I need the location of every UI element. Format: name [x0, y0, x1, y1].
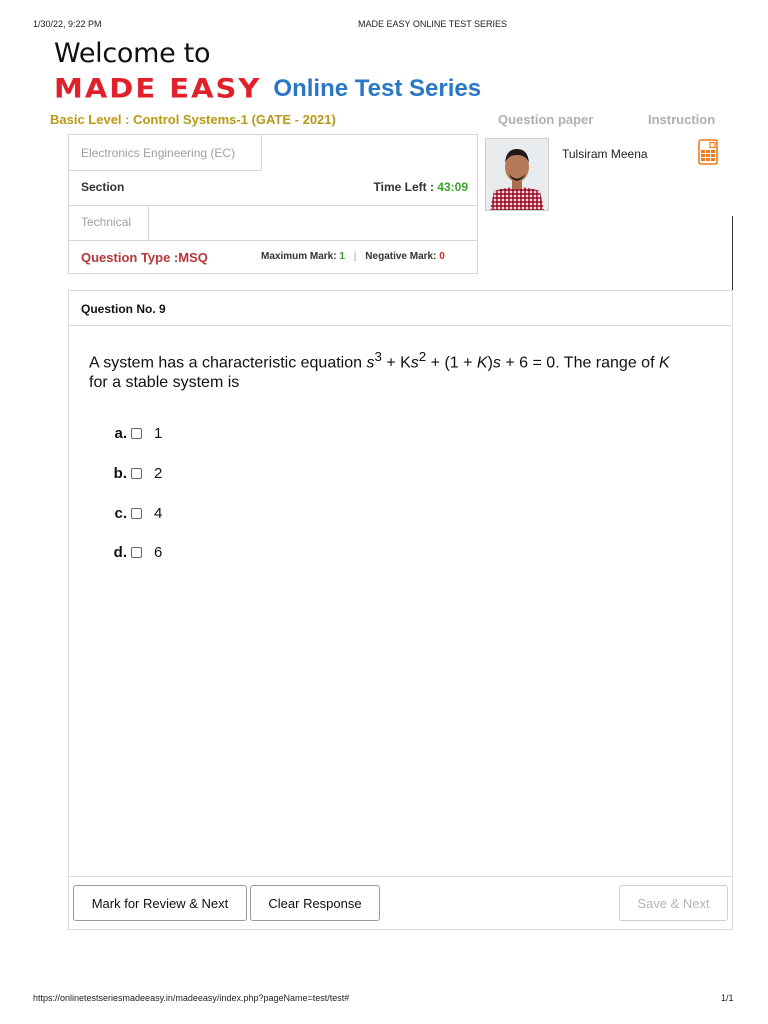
clear-response-button[interactable]: Clear Response: [250, 885, 380, 921]
question-text-prefix: A system has a characteristic equation: [89, 354, 367, 372]
eq-var: s: [492, 354, 501, 372]
option-a[interactable]: [111, 425, 162, 442]
eq-var: s: [410, 354, 419, 372]
eq-part: ): [487, 354, 493, 372]
save-next-button[interactable]: Save & Next: [619, 885, 728, 921]
option-value: 4: [154, 505, 163, 522]
option-d[interactable]: [111, 544, 162, 561]
question-text: [89, 347, 719, 393]
question-header: [69, 291, 732, 326]
question-type: Question Type :MSQ: [81, 250, 208, 265]
option-value: 1: [154, 425, 163, 442]
test-info-panel: [68, 134, 478, 274]
instruction-link[interactable]: Instruction: [648, 112, 716, 127]
eq-exp: 3: [374, 349, 382, 364]
question-panel: [68, 290, 733, 930]
eq-part: + 6 = 0. The range of: [500, 354, 659, 372]
section-label: Section: [81, 180, 125, 194]
brand-name: MADE EASY: [54, 72, 262, 104]
mark-review-next-button[interactable]: Mark for Review & Next: [73, 885, 247, 921]
question-text-line2: for a stable system is: [89, 374, 240, 392]
eq-var: K: [476, 354, 488, 372]
subject-tab[interactable]: Electronics Engineering (EC): [81, 146, 236, 160]
print-title: MADE EASY ONLINE TEST SERIES: [358, 19, 508, 29]
candidate-photo: [485, 138, 549, 211]
print-page-number: 1/1: [721, 993, 734, 1003]
eq-var: s: [366, 354, 375, 372]
time-left-value: 43:09: [437, 180, 468, 194]
option-c[interactable]: [111, 505, 162, 522]
option-letter: d.: [113, 544, 127, 561]
option-checkbox[interactable]: [131, 547, 142, 558]
option-letter: b.: [113, 465, 127, 482]
question-paper-link[interactable]: Question paper: [498, 112, 594, 127]
option-b[interactable]: [111, 465, 162, 482]
test-title: Basic Level : Control Systems-1 (GATE - 2021): [50, 112, 336, 127]
brand-tagline: Online Test Series: [273, 75, 482, 102]
max-mark-label: Maximum Mark:: [261, 251, 340, 262]
neg-mark-value: 0: [439, 251, 445, 262]
eq-exp: 2: [418, 349, 427, 364]
print-url: https://onlinetestseriesmadeeasy.in/madeeasy/index.php?pageName=test/test#: [33, 993, 350, 1003]
marks-info: [261, 251, 445, 262]
option-letter: a.: [114, 425, 127, 442]
eq-part: + (1 +: [426, 354, 477, 372]
print-datetime: 1/30/22, 9:22 PM: [33, 19, 102, 29]
brand-logo: [54, 74, 481, 104]
calculator-icon[interactable]: [698, 139, 718, 170]
section-tab-technical[interactable]: Technical: [81, 215, 132, 229]
time-left-label: Time Left :: [373, 180, 438, 194]
max-mark-value: 1: [339, 251, 345, 262]
option-checkbox[interactable]: [131, 468, 142, 479]
option-value: 2: [154, 465, 163, 482]
neg-mark-label: Negative Mark:: [365, 251, 440, 262]
mark-separator: |: [353, 251, 357, 262]
option-checkbox[interactable]: [131, 508, 142, 519]
option-letter: c.: [114, 505, 127, 522]
eq-part: + K: [381, 354, 411, 372]
time-left: [374, 180, 469, 194]
question-number: Question No. 9: [81, 302, 166, 316]
option-value: 6: [154, 544, 163, 561]
action-bar: [69, 876, 732, 929]
welcome-text: Welcome to: [54, 38, 211, 69]
option-checkbox[interactable]: [131, 428, 142, 439]
eq-var: K: [658, 354, 670, 372]
candidate-name: Tulsiram Meena: [562, 147, 648, 161]
